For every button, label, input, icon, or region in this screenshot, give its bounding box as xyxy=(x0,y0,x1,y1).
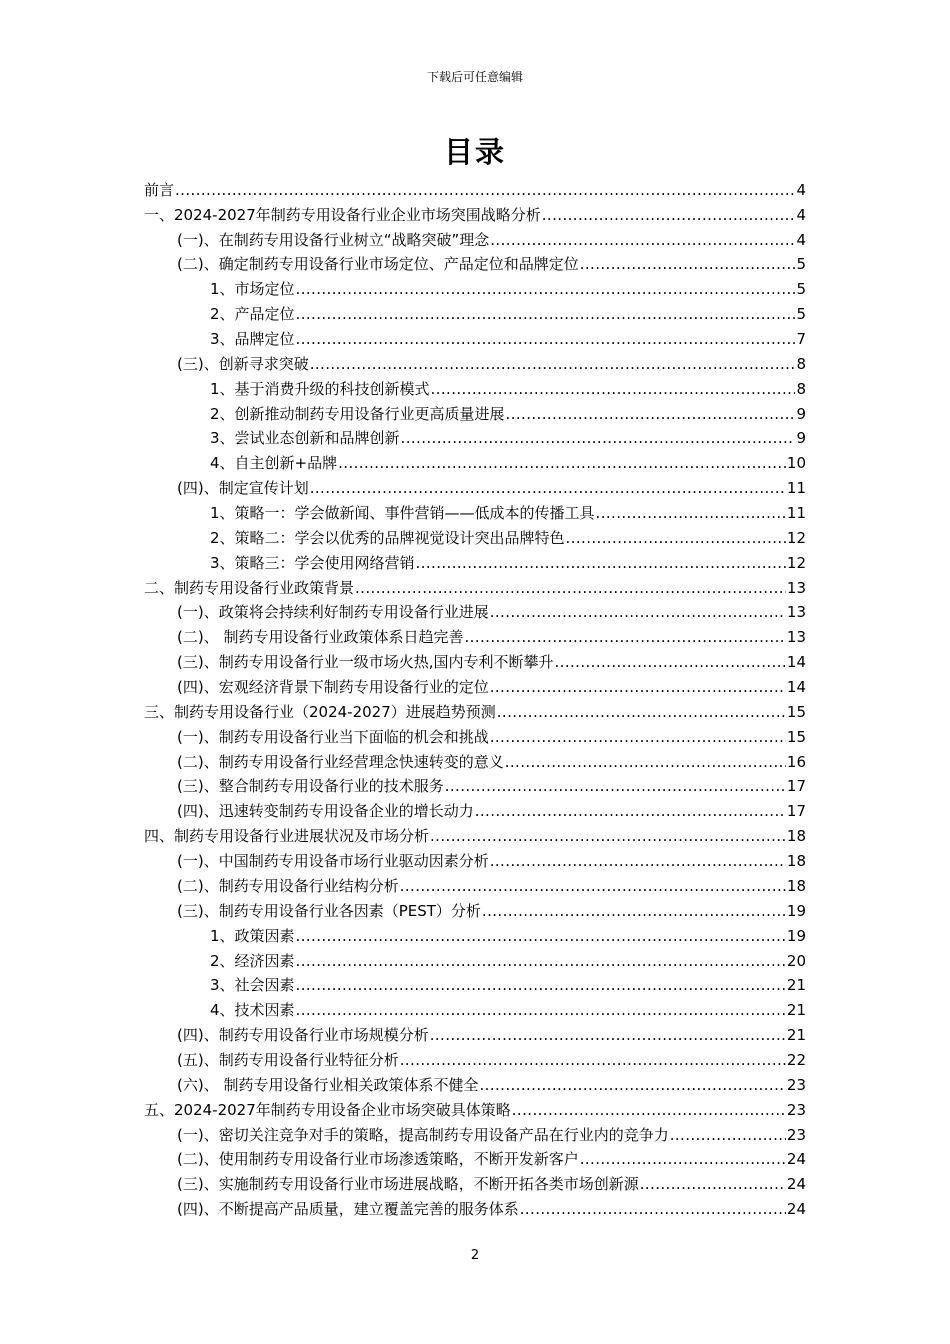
toc-dot-leader xyxy=(416,553,786,573)
toc-entry-page: 17 xyxy=(786,802,806,821)
toc-entry-title: (四)、制药专用设备行业市场规模分析 xyxy=(177,1026,429,1045)
toc-entry[interactable] xyxy=(144,299,806,324)
toc-entry[interactable] xyxy=(144,523,806,548)
toc-dot-leader xyxy=(490,230,795,250)
toc-entry[interactable] xyxy=(144,1045,806,1070)
toc-dot-leader xyxy=(296,951,786,971)
toc-entry-title: (四)、制定宣传计划 xyxy=(177,479,309,498)
toc-entry-page: 5 xyxy=(796,305,806,324)
toc-entry[interactable] xyxy=(144,1120,806,1145)
toc-entry[interactable] xyxy=(144,349,806,374)
toc-entry-page: 22 xyxy=(786,1050,806,1069)
toc-entry-page: 19 xyxy=(786,926,806,945)
toc-entry[interactable] xyxy=(144,647,806,672)
toc-entry-page: 18 xyxy=(786,876,806,895)
toc-entry-page: 15 xyxy=(786,702,806,721)
toc-entry-title: (一)、密切关注竞争对手的策略，提高制药专用设备产品在行业内的竞争力 xyxy=(177,1125,669,1144)
toc-entry[interactable] xyxy=(144,846,806,871)
toc-entry[interactable] xyxy=(144,200,806,225)
toc-dot-leader xyxy=(490,602,786,622)
toc-entry-title: 1、策略一：学会做新闻、事件营销——低成本的传播工具 xyxy=(210,504,595,523)
toc-dot-leader xyxy=(542,205,796,225)
header-note: 下载后可任意编辑 xyxy=(426,70,523,84)
toc-entry[interactable] xyxy=(144,324,806,349)
toc-entry-title: (三)、制药专用设备行业各因素（PEST）分析 xyxy=(177,901,481,920)
toc-entry[interactable] xyxy=(144,548,806,573)
table-of-contents xyxy=(144,175,806,1219)
toc-entry-page: 10 xyxy=(786,454,806,473)
toc-entry-title: (二)、使用制药专用设备行业市场渗透策略，不断开发新客户 xyxy=(177,1150,579,1169)
toc-entry-page: 24 xyxy=(786,1175,806,1194)
toc-entry-title: 一、2024-2027年制药专用设备行业企业市场突围战略分析 xyxy=(144,205,541,224)
toc-entry-page: 8 xyxy=(796,354,806,373)
toc-entry-title: (一)、中国制药专用设备市场行业驱动因素分析 xyxy=(177,852,489,871)
toc-entry-title: (六)、 制药专用设备行业相关政策体系不健全 xyxy=(177,1075,479,1094)
toc-dot-leader xyxy=(554,652,785,672)
toc-entry-title: (一)、在制药专用设备行业树立“战略突破”理念 xyxy=(177,230,490,249)
toc-entry-title: (三)、整合制药专用设备行业的技术服务 xyxy=(177,777,444,796)
toc-entry-title: (二)、制药专用设备行业经营理念快速转变的意义 xyxy=(177,752,504,771)
toc-entry-title: 2、经济因素 xyxy=(210,951,295,970)
page-title: 目录 xyxy=(443,135,506,169)
toc-entry[interactable] xyxy=(144,598,806,623)
toc-entry[interactable] xyxy=(144,697,806,722)
toc-dot-leader xyxy=(640,1174,786,1194)
toc-entry-page: 19 xyxy=(786,901,806,920)
toc-entry-page: 21 xyxy=(786,1026,806,1045)
toc-dot-leader xyxy=(296,329,796,349)
toc-entry-page: 21 xyxy=(786,1001,806,1020)
toc-entry-page: 18 xyxy=(786,852,806,871)
toc-entry-title: 2、创新推动制药专用设备行业更高质量进展 xyxy=(210,404,505,423)
toc-entry-page: 16 xyxy=(786,752,806,771)
toc-entry-page: 11 xyxy=(786,504,806,523)
toc-entry-title: (三)、制药专用设备行业一级市场火热,国内专利不断攀升 xyxy=(177,653,554,672)
toc-dot-leader xyxy=(580,254,796,274)
toc-entry-title: 五、2024-2027年制药专用设备企业市场突破具体策略 xyxy=(144,1100,511,1119)
toc-dot-leader xyxy=(490,727,786,747)
toc-entry-title: (四)、宏观经济背景下制药专用设备行业的定位 xyxy=(177,678,489,697)
toc-entry[interactable] xyxy=(144,225,806,250)
toc-entry-page: 9 xyxy=(796,429,806,448)
toc-entry[interactable] xyxy=(144,1095,806,1120)
toc-entry-title: (三)、实施制药专用设备行业市场进展战略，不断开拓各类市场创新源 xyxy=(177,1175,639,1194)
toc-entry[interactable] xyxy=(144,871,806,896)
toc-entry-title: (三)、创新寻求突破 xyxy=(177,354,309,373)
toc-entry-title: (五)、制药专用设备行业特征分析 xyxy=(177,1050,399,1069)
toc-entry-title: (四)、不断提高产品质量，建立覆盖完善的服务体系 xyxy=(177,1200,519,1219)
toc-entry-title: 4、技术因素 xyxy=(210,1001,295,1020)
toc-entry-page: 18 xyxy=(786,827,806,846)
toc-entry-title: 三、制药专用设备行业（2024-2027）进展趋势预测 xyxy=(144,702,496,721)
toc-entry[interactable] xyxy=(144,722,806,747)
toc-entry[interactable] xyxy=(144,573,806,598)
toc-entry-title: 前言 xyxy=(144,180,175,199)
toc-dot-leader xyxy=(506,404,796,424)
toc-entry-page: 13 xyxy=(786,578,806,597)
toc-entry[interactable] xyxy=(144,498,806,523)
toc-dot-leader xyxy=(566,528,786,548)
toc-dot-leader xyxy=(445,776,786,796)
toc-entry-page: 12 xyxy=(786,528,806,547)
toc-entry-page: 13 xyxy=(786,628,806,647)
toc-dot-leader xyxy=(596,503,786,523)
toc-entry-title: 2、策略二：学会以优秀的品牌视觉设计突出品牌特色 xyxy=(210,528,565,547)
toc-entry[interactable] xyxy=(144,374,806,399)
toc-entry[interactable] xyxy=(144,747,806,772)
toc-entry-title: 四、制药专用设备行业进展状况及市场分析 xyxy=(144,827,430,846)
toc-dot-leader xyxy=(401,428,796,448)
toc-entry-page: 23 xyxy=(786,1100,806,1119)
toc-dot-leader xyxy=(338,453,786,473)
toc-entry-page: 24 xyxy=(786,1150,806,1169)
toc-entry-title: (一)、制药专用设备行业当下面临的机会和挑战 xyxy=(177,727,489,746)
toc-dot-leader xyxy=(512,1100,786,1120)
toc-entry[interactable] xyxy=(144,399,806,424)
toc-entry-page: 7 xyxy=(796,330,806,349)
toc-entry[interactable] xyxy=(144,995,806,1020)
toc-entry-page: 5 xyxy=(796,280,806,299)
toc-entry-page: 14 xyxy=(786,653,806,672)
toc-entry-title: 3、策略三：学会使用网络营销 xyxy=(210,553,415,572)
toc-entry-page: 4 xyxy=(796,180,806,199)
toc-entry-page: 13 xyxy=(786,603,806,622)
toc-entry[interactable] xyxy=(144,622,806,647)
toc-entry-page: 11 xyxy=(786,479,806,498)
toc-entry[interactable] xyxy=(144,1194,806,1219)
toc-entry[interactable] xyxy=(144,448,806,473)
toc-dot-leader xyxy=(175,180,795,200)
toc-dot-leader xyxy=(296,975,786,995)
toc-dot-leader xyxy=(475,801,786,821)
toc-entry[interactable] xyxy=(144,1169,806,1194)
toc-entry-title: 1、市场定位 xyxy=(210,280,295,299)
toc-entry-title: 3、尝试业态创新和品牌创新 xyxy=(210,429,400,448)
toc-entry-page: 8 xyxy=(796,379,806,398)
toc-entry-page: 20 xyxy=(786,951,806,970)
toc-entry[interactable] xyxy=(144,796,806,821)
toc-dot-leader xyxy=(580,1149,786,1169)
toc-entry-title: 3、社会因素 xyxy=(210,976,295,995)
toc-entry-page: 21 xyxy=(786,976,806,995)
toc-entry[interactable] xyxy=(144,672,806,697)
toc-entry-page: 17 xyxy=(786,777,806,796)
toc-entry-page: 4 xyxy=(796,205,806,224)
toc-entry-page: 24 xyxy=(786,1200,806,1219)
toc-entry[interactable] xyxy=(144,821,806,846)
toc-entry-title: (二)、制药专用设备行业结构分析 xyxy=(177,876,399,895)
toc-dot-leader xyxy=(310,478,786,498)
toc-dot-leader xyxy=(479,1075,785,1095)
toc-dot-leader xyxy=(520,1199,786,1219)
toc-dot-leader xyxy=(355,578,786,598)
toc-entry-page: 23 xyxy=(786,1075,806,1094)
toc-entry-title: 1、基于消费升级的科技创新模式 xyxy=(210,379,430,398)
toc-dot-leader xyxy=(430,1025,786,1045)
toc-dot-leader xyxy=(400,876,786,896)
toc-entry-page: 14 xyxy=(786,678,806,697)
toc-dot-leader xyxy=(296,304,796,324)
toc-entry-page: 4 xyxy=(796,230,806,249)
toc-dot-leader xyxy=(400,1050,786,1070)
toc-entry[interactable] xyxy=(144,1070,806,1095)
toc-dot-leader xyxy=(296,926,786,946)
page-number: 2 xyxy=(470,1248,480,1263)
toc-entry[interactable] xyxy=(144,896,806,921)
toc-entry[interactable] xyxy=(144,473,806,498)
toc-dot-leader xyxy=(490,677,786,697)
toc-entry[interactable] xyxy=(144,946,806,971)
toc-entry-title: 1、政策因素 xyxy=(210,926,295,945)
toc-dot-leader xyxy=(505,752,786,772)
toc-dot-leader xyxy=(296,279,796,299)
toc-entry[interactable] xyxy=(144,1020,806,1045)
toc-entry[interactable] xyxy=(144,921,806,946)
toc-entry[interactable] xyxy=(144,772,806,797)
toc-entry-title: (四)、迅速转变制药专用设备企业的增长动力 xyxy=(177,802,474,821)
toc-dot-leader xyxy=(430,826,786,846)
toc-entry-title: (二)、确定制药专用设备行业市场定位、产品定位和品牌定位 xyxy=(177,255,579,274)
toc-entry-page: 12 xyxy=(786,553,806,572)
toc-dot-leader xyxy=(431,379,796,399)
toc-entry[interactable] xyxy=(144,175,806,200)
toc-dot-leader xyxy=(310,354,796,374)
toc-entry-title: (一)、政策将会持续利好制药专用设备行业进展 xyxy=(177,603,489,622)
toc-dot-leader xyxy=(670,1125,786,1145)
toc-entry-title: 4、自主创新+品牌 xyxy=(210,454,338,473)
toc-entry[interactable] xyxy=(144,1145,806,1170)
toc-dot-leader xyxy=(497,702,786,722)
toc-entry-page: 5 xyxy=(796,255,806,274)
toc-entry-title: 2、产品定位 xyxy=(210,305,295,324)
toc-entry[interactable] xyxy=(144,250,806,275)
toc-dot-leader xyxy=(490,851,786,871)
toc-entry-title: 二、制药专用设备行业政策背景 xyxy=(144,578,355,597)
toc-entry-page: 9 xyxy=(796,404,806,423)
toc-dot-leader xyxy=(464,627,785,647)
toc-entry[interactable] xyxy=(144,424,806,449)
toc-dot-leader xyxy=(482,901,786,921)
toc-entry-title: (二)、 制药专用设备行业政策体系日趋完善 xyxy=(177,628,464,647)
toc-entry[interactable] xyxy=(144,971,806,996)
toc-entry-title: 3、品牌定位 xyxy=(210,330,295,349)
toc-dot-leader xyxy=(296,1000,786,1020)
toc-entry[interactable] xyxy=(144,274,806,299)
toc-entry-page: 15 xyxy=(786,727,806,746)
toc-entry-page: 23 xyxy=(786,1125,806,1144)
